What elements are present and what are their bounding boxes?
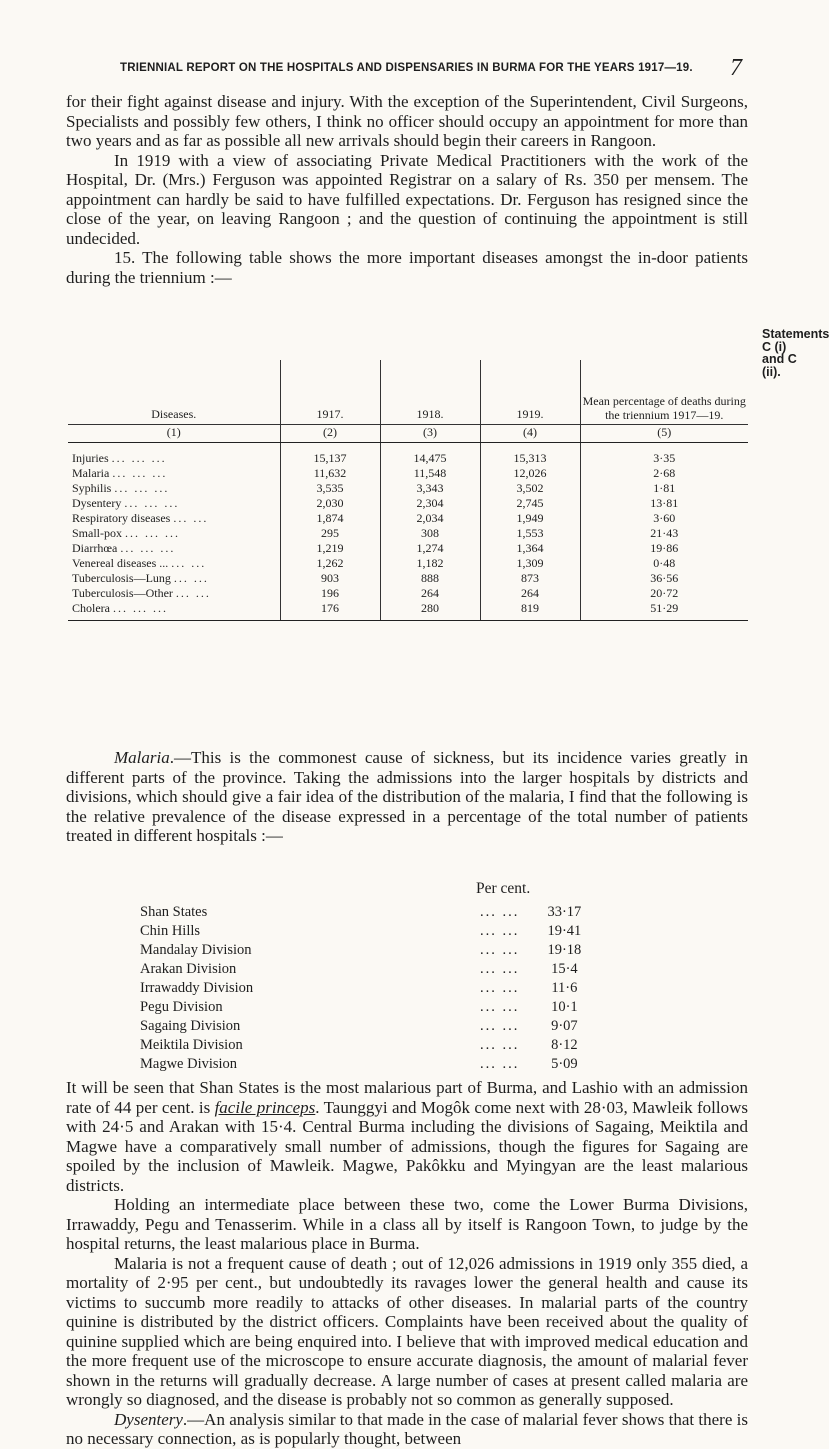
cell-1919: 819 <box>480 601 580 621</box>
leader-dots: ... ... <box>480 999 520 1015</box>
disease-name: Dysentery <box>72 496 122 510</box>
list-item <box>140 1055 609 1074</box>
malaria-paragraph-4: Malaria is not a frequent cause of death ; out of 12,026 admissions in 1919 only 355 died, a mortality of 2·95 per cent., but undoubtedly its ravages lower the general health and cause its victims to succumb more readily to attacks of other diseases. In malarial parts of the country quinine is distributed by the district officers. Complaints have been received about the quality of quinine supplied which are being enquired into. I believe that with improved medical education and the more frequent use of the microscope to ensure accurate diagnosis, the amount of malarial fever shown in the returns will gradually decrease. A large number of cases at present called malaria are wrongly so diagnosed, and the disease is probably not so common as generally supposed. <box>66 1253 748 1409</box>
diseases-table <box>68 360 748 621</box>
dysentery-paragraph <box>66 1410 748 1449</box>
division-name: Mandalay Division <box>140 942 252 958</box>
per-cent-label: Per cent. <box>476 880 531 897</box>
cell-mean: 36·56 <box>650 571 679 585</box>
cell-1918: 2,304 <box>380 496 480 511</box>
cell-mean: 1·81 <box>653 481 676 495</box>
cell-1919: 3,502 <box>480 481 580 496</box>
leader-dots: ... ... <box>480 904 520 920</box>
leader-dots: ... ... <box>480 1056 520 1072</box>
percent-value: 9·07 <box>551 1018 578 1034</box>
table-row <box>68 541 748 556</box>
cell-1918: 888 <box>380 571 480 586</box>
cell-mean: 2·68 <box>653 466 676 480</box>
cell-1917: 3,535 <box>280 481 380 496</box>
list-item <box>140 1017 609 1036</box>
leader-dots: ... ... <box>480 1037 520 1053</box>
division-name: Irrawaddy Division <box>140 980 254 996</box>
header-diseases: Diseases. <box>68 360 280 425</box>
cell-1918: 3,343 <box>380 481 480 496</box>
list-item <box>140 1036 609 1055</box>
cell-1918: 1,274 <box>380 541 480 556</box>
disease-name: Small-pox <box>72 526 122 540</box>
header-mean: Mean percentage of deaths during the triennium 1917—19. <box>580 360 748 425</box>
table-row <box>68 511 748 526</box>
cell-mean: 51·29 <box>580 601 748 621</box>
cell-mean: 19·86 <box>650 541 679 555</box>
percent-value: 15·4 <box>551 961 578 977</box>
latin-phrase: facile princeps <box>214 1097 316 1117</box>
header-1917: 1917. <box>280 360 380 425</box>
percent-value: 11·6 <box>551 980 578 996</box>
header-1918: 1918. <box>380 360 480 425</box>
page-number: 7 <box>730 55 742 81</box>
cell-1919: 1,949 <box>480 511 580 526</box>
leader-dots: ... ... <box>480 1018 520 1034</box>
intro-section <box>66 92 748 287</box>
list-item <box>140 979 609 998</box>
disease-name: Cholera <box>72 601 110 615</box>
table-row <box>68 496 748 511</box>
intro-paragraph-1: for their fight against disease and injury. With the exception of the Superintendent, Civil Surgeons, Specialists and possibly few others, I think no officer should occupy an appointment for more than two years and as far as possible all new arrivals should begin their careers in Rangoon. <box>66 92 748 150</box>
cell-mean: 3·60 <box>653 511 676 525</box>
cell-1917: 295 <box>280 526 380 541</box>
table-row <box>68 526 748 541</box>
cell-mean: 3·35 <box>653 451 676 465</box>
table-row <box>68 601 748 621</box>
percent-value: 10·1 <box>551 999 578 1015</box>
cell-1919: 12,026 <box>480 466 580 481</box>
dysentery-text: .—An analysis similar to that made in the case of malarial fever shows that there is no necessary connection, as is popularly thought, between <box>66 1409 748 1448</box>
cell-1919: 1,364 <box>480 541 580 556</box>
percent-value: 19·18 <box>547 942 582 958</box>
col-number: (4) <box>480 425 580 443</box>
division-name: Arakan Division <box>140 961 237 977</box>
cell-1917: 176 <box>280 601 380 621</box>
col-number: (5) <box>580 425 748 443</box>
malaria-prevalence-list <box>140 903 609 1074</box>
cell-1919: 15,313 <box>480 443 580 467</box>
cell-1917: 1,262 <box>280 556 380 571</box>
malaria-heading: Malaria <box>114 748 170 767</box>
malaria-paragraph-1-text: .—This is the commonest cause of sickness, but its incidence varies greatly in different parts of the province. Taking the admissions into the larger hospitals by districts and divisions, which should give a fair idea of the distribution of the malaria, I find that the following is the relative prevalence of the disease expressed in a percentage of the total number of patients treated in different hospitals :— <box>66 748 748 845</box>
malaria-paragraph-1 <box>66 748 748 846</box>
cell-1918: 1,182 <box>380 556 480 571</box>
leader-dots: ... ... ... <box>112 466 168 480</box>
disease-name: Tuberculosis—Other <box>72 586 173 600</box>
running-header: TRIENNIAL REPORT ON THE HOSPITALS AND DISPENSARIES IN BURMA FOR THE YEARS 1917—19. <box>120 62 693 74</box>
margin-note: Statements C (i) and C (ii). <box>762 327 829 379</box>
table-row <box>68 586 748 601</box>
malaria-paragraph-3: Holding an intermediate place between these two, come the Lower Burma Divisions, Irrawaddy, Pegu and Tenasserim. While in a class all by itself is Rangoon Town, to judge by the hospital returns, the least malarious place in Burma. <box>66 1195 748 1253</box>
cell-1917: 903 <box>280 571 380 586</box>
cell-mean: 0·48 <box>653 556 676 570</box>
cell-1918: 264 <box>380 586 480 601</box>
disease-name: Syphilis <box>72 481 112 495</box>
dysentery-heading: Dysentery <box>114 1409 183 1429</box>
cell-1919: 873 <box>480 571 580 586</box>
disease-name: Tuberculosis—Lung <box>72 571 171 585</box>
division-name: Chin Hills <box>140 923 201 939</box>
cell-1917: 1,219 <box>280 541 380 556</box>
col-number: (1) <box>68 425 280 443</box>
division-name: Shan States <box>140 904 208 920</box>
malaria-paragraph-2: It will be seen that Shan States is the most malarious part of Burma, and Lashio with an admission rate of 44 per cent. is facile princeps. Taunggyi and Mogôk come next with 28·03, Mawleik follows with 24·5 and Arakan with 15·4. Central Burma including the divisions of Sagaing, Meiktila and Magwe have a comparatively small number of admissions, though the figures for Sagaing are spoiled by the inclusion of Mawleik. Magwe, Pakôkku and Myingyan are the least malarious districts. <box>66 1078 748 1195</box>
leader-dots: ... ... ... <box>120 541 176 555</box>
disease-name: Diarrhœa <box>72 541 118 555</box>
cell-1919: 1,309 <box>480 556 580 571</box>
percent-value: 5·09 <box>551 1056 578 1072</box>
disease-name: Respiratory diseases <box>72 511 171 525</box>
leader-dots: ... ... <box>480 942 520 958</box>
division-name: Pegu Division <box>140 999 223 1015</box>
cell-1918: 308 <box>380 526 480 541</box>
table-row <box>68 571 748 586</box>
table-row <box>68 556 748 571</box>
cell-1917: 2,030 <box>280 496 380 511</box>
list-item <box>140 922 609 941</box>
col-number: (2) <box>280 425 380 443</box>
malaria-section <box>66 748 748 846</box>
leader-dots: ... ... ... <box>114 481 170 495</box>
table-row <box>68 481 748 496</box>
leader-dots: ... ... <box>173 511 209 525</box>
leader-dots: ... ... <box>480 923 520 939</box>
cell-1918: 2,034 <box>380 511 480 526</box>
cell-1918: 14,475 <box>380 443 480 467</box>
disease-name: Injuries <box>72 451 109 465</box>
division-name: Sagaing Division <box>140 1018 241 1034</box>
division-name: Meiktila Division <box>140 1037 243 1053</box>
cell-1917: 1,874 <box>280 511 380 526</box>
leader-dots: ... ... <box>171 556 207 570</box>
percent-value: 8·12 <box>551 1037 578 1053</box>
division-name: Magwe Division <box>140 1056 238 1072</box>
percent-value: 19·41 <box>547 923 582 939</box>
disease-name: Malaria <box>72 466 110 480</box>
malaria-discussion <box>66 1078 748 1449</box>
cell-1917: 11,632 <box>280 466 380 481</box>
list-item <box>140 903 609 922</box>
leader-dots: ... ... <box>480 961 520 977</box>
cell-1919: 264 <box>480 586 580 601</box>
intro-paragraph-3: 15. The following table shows the more important diseases amongst the in-door patients during the triennium :— <box>66 248 748 287</box>
cell-mean: 21·43 <box>650 526 679 540</box>
header-1919: 1919. <box>480 360 580 425</box>
cell-1917: 15,137 <box>280 443 380 467</box>
cell-1919: 1,553 <box>480 526 580 541</box>
leader-dots: ... ... <box>173 571 209 585</box>
leader-dots: ... ... ... <box>111 451 167 465</box>
cell-1919: 2,745 <box>480 496 580 511</box>
leader-dots: ... ... ... <box>113 601 168 615</box>
list-item <box>140 941 609 960</box>
table-row <box>68 466 748 481</box>
leader-dots: ... ... ... <box>125 526 180 540</box>
leader-dots: ... ... ... <box>124 496 180 510</box>
table-row <box>68 443 748 467</box>
percent-value: 33·17 <box>547 904 582 920</box>
column-number-row <box>68 425 748 443</box>
leader-dots: ... ... <box>175 586 211 600</box>
list-item <box>140 998 609 1017</box>
cell-1918: 280 <box>380 601 480 621</box>
list-item <box>140 960 609 979</box>
intro-paragraph-2: In 1919 with a view of associating Private Medical Practitioners with the work of the Hospital, Dr. (Mrs.) Ferguson was appointed Registrar on a salary of Rs. 350 per mensem. The appointment can hardly be said to have fulfilled expectations. Dr. Ferguson has resigned since the close of the year, on leaving Rangoon ; and the question of continuing the appointment is still undecided. <box>66 150 748 248</box>
leader-dots: ... ... <box>480 980 520 996</box>
cell-mean: 13·81 <box>650 496 679 510</box>
table-header-row <box>68 360 748 425</box>
disease-name: Venereal diseases ... <box>72 556 169 570</box>
col-number: (3) <box>380 425 480 443</box>
cell-1918: 11,548 <box>380 466 480 481</box>
cell-mean: 20·72 <box>650 586 679 600</box>
cell-1917: 196 <box>280 586 380 601</box>
